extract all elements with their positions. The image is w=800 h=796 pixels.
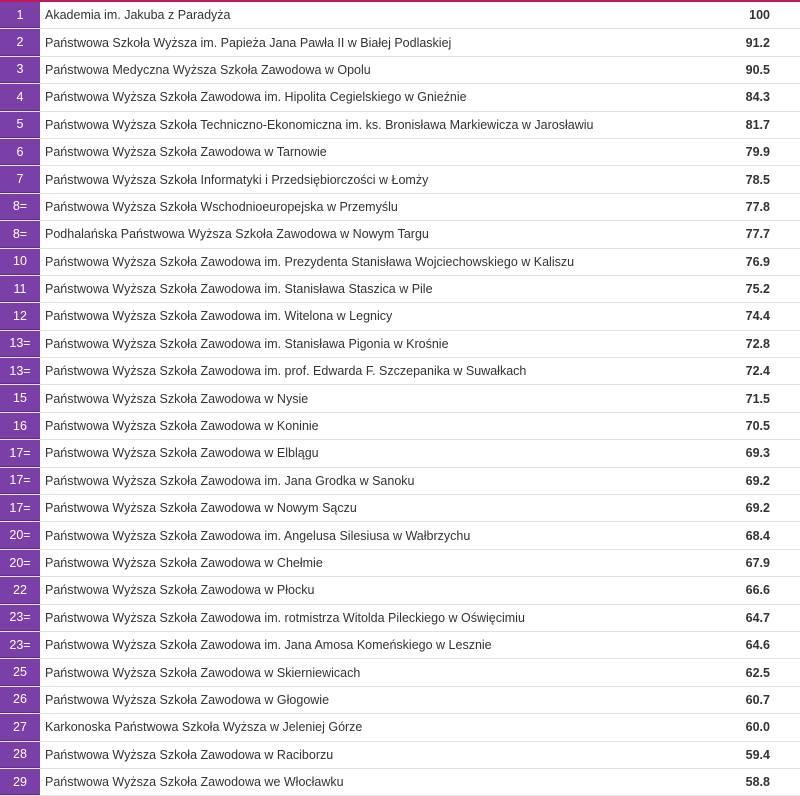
table-row[interactable]: [0, 303, 800, 330]
score-value: 62.5: [745, 665, 770, 680]
score-value: 71.5: [745, 391, 770, 406]
rank-cell: 8=: [0, 221, 40, 247]
score-value: 72.4: [745, 364, 770, 379]
institution-name: Państwowa Wyższa Szkoła Techniczno-Ekonomiczna im. ks. Bronisława Markiewicza w Jarosławiu: [45, 117, 594, 132]
rank-cell: 29: [0, 769, 40, 795]
table-row[interactable]: [0, 29, 800, 56]
score-value: 69.3: [745, 446, 770, 461]
institution-name: Państwowa Wyższa Szkoła Zawodowa w Głogowie: [45, 692, 330, 707]
rank-cell: 17=: [0, 440, 40, 466]
institution-name: Państwowa Wyższa Szkoła Zawodowa im. Jana Grodka w Sanoku: [45, 473, 415, 488]
table-row[interactable]: [0, 659, 800, 686]
score-value: 77.7: [745, 227, 770, 242]
table-row[interactable]: [0, 632, 800, 659]
score-value: 81.7: [745, 117, 770, 132]
score-value: 60.7: [745, 692, 770, 707]
institution-name: Państwowa Wyższa Szkoła Zawodowa im. Prezydenta Stanisława Wojciechowskiego w Kaliszu: [45, 254, 575, 269]
rank-cell: 22: [0, 577, 40, 603]
score-value: 66.6: [745, 583, 770, 598]
institution-name: Państwowa Wyższa Szkoła Zawodowa w Koninie: [45, 419, 319, 434]
table-row[interactable]: [0, 577, 800, 604]
rank-cell: 26: [0, 687, 40, 713]
rank-cell: 4: [0, 84, 40, 110]
institution-name: Państwowa Wyższa Szkoła Zawodowa w Płocku: [45, 583, 315, 598]
rank-cell: 17=: [0, 468, 40, 494]
rank-cell: 23=: [0, 632, 40, 658]
rank-cell: 12: [0, 303, 40, 329]
institution-name: Państwowa Wyższa Szkoła Zawodowa im. Stanisława Pigonia w Krośnie: [45, 336, 449, 351]
table-row[interactable]: [0, 495, 800, 522]
institution-name: Państwowa Wyższa Szkoła Zawodowa im. prof. Edwarda F. Szczepanika w Suwałkach: [45, 364, 527, 379]
score-value: 59.4: [745, 747, 770, 762]
score-value: 69.2: [745, 501, 770, 516]
rank-cell: 13=: [0, 331, 40, 357]
table-row[interactable]: [0, 249, 800, 276]
score-value: 60.0: [745, 720, 770, 735]
table-row[interactable]: [0, 605, 800, 632]
score-value: 84.3: [745, 90, 770, 105]
rank-cell: 16: [0, 413, 40, 439]
institution-name: Państwowa Wyższa Szkoła Zawodowa im. Witelona w Legnicy: [45, 309, 393, 324]
rank-cell: 1: [0, 2, 40, 28]
table-row[interactable]: [0, 84, 800, 111]
institution-name: Państwowa Medyczna Wyższa Szkoła Zawodowa w Opolu: [45, 62, 371, 77]
table-row[interactable]: [0, 331, 800, 358]
table-row[interactable]: [0, 139, 800, 166]
score-value: 76.9: [745, 254, 770, 269]
institution-name: Państwowa Wyższa Szkoła Zawodowa w Nysie: [45, 391, 309, 406]
table-row[interactable]: [0, 440, 800, 467]
rank-cell: 6: [0, 139, 40, 165]
institution-name: Państwowa Wyższa Szkoła Zawodowa w Chełmie: [45, 556, 323, 570]
institution-name: Państwowa Wyższa Szkoła Zawodowa we Włocławku: [45, 775, 344, 790]
ranking-table: [0, 2, 800, 796]
rank-cell: 20=: [0, 550, 40, 576]
rank-cell: 8=: [0, 194, 40, 220]
score-value: 64.6: [745, 638, 770, 653]
institution-name: Państwowa Wyższa Szkoła Zawodowa im. Angelusa Silesiusa w Wałbrzychu: [45, 528, 471, 543]
table-row[interactable]: [0, 769, 800, 796]
rank-cell: 17=: [0, 495, 40, 521]
institution-name: Państwowa Wyższa Szkoła Wschodnioeuropejska w Przemyślu: [45, 199, 398, 214]
table-row[interactable]: [0, 221, 800, 248]
table-row[interactable]: [0, 550, 800, 577]
rank-cell: 15: [0, 385, 40, 411]
table-row[interactable]: [0, 714, 800, 741]
rank-cell: 23=: [0, 605, 40, 631]
table-row[interactable]: [0, 112, 800, 139]
rank-cell: 5: [0, 112, 40, 138]
institution-name: Państwowa Wyższa Szkoła Zawodowa im. Stanisława Staszica w Pile: [45, 282, 433, 297]
table-row[interactable]: [0, 522, 800, 549]
institution-name: Akademia im. Jakuba z Paradyża: [45, 8, 231, 23]
institution-name: Państwowa Wyższa Szkoła Zawodowa im. Jana Amosa Komeńskiego w Lesznie: [45, 638, 492, 653]
table-row[interactable]: [0, 413, 800, 440]
rank-cell: 13=: [0, 358, 40, 384]
score-value: 100: [749, 8, 770, 23]
table-row[interactable]: [0, 687, 800, 714]
table-row[interactable]: [0, 2, 800, 29]
rank-cell: 2: [0, 29, 40, 55]
table-row[interactable]: [0, 276, 800, 303]
score-value: 91.2: [745, 35, 770, 50]
institution-name: Państwowa Wyższa Szkoła Zawodowa w Nowym Sączu: [45, 501, 357, 516]
institution-name: Podhalańska Państwowa Wyższa Szkoła Zawodowa w Nowym Targu: [45, 227, 429, 242]
institution-name: Państwowa Szkoła Wyższa im. Papieża Jana Pawła II w Białej Podlaskiej: [45, 35, 452, 50]
score-value: 58.8: [745, 775, 770, 790]
score-value: 78.5: [745, 172, 770, 187]
rank-cell: 25: [0, 659, 40, 685]
score-value: 67.9: [745, 556, 770, 570]
rank-cell: 7: [0, 166, 40, 192]
rank-cell: 10: [0, 249, 40, 275]
institution-name: Państwowa Wyższa Szkoła Zawodowa w Skierniewicach: [45, 665, 361, 680]
institution-name: Państwowa Wyższa Szkoła Zawodowa w Tarnowie: [45, 145, 327, 160]
score-value: 74.4: [745, 309, 770, 324]
institution-name: Państwowa Wyższa Szkoła Informatyki i Przedsiębiorczości w Łomży: [45, 172, 429, 187]
score-value: 64.7: [745, 610, 770, 625]
rank-cell: 3: [0, 57, 40, 83]
institution-name: Państwowa Wyższa Szkoła Zawodowa w Elblągu: [45, 446, 319, 461]
institution-name: Państwowa Wyższa Szkoła Zawodowa im. rotmistrza Witolda Pileckiego w Oświęcimiu: [45, 610, 525, 625]
table-row[interactable]: [0, 358, 800, 385]
rank-cell: 28: [0, 742, 40, 768]
institution-name: Państwowa Wyższa Szkoła Zawodowa w Raciborzu: [45, 747, 334, 762]
score-value: 79.9: [745, 145, 770, 160]
table-row[interactable]: [0, 468, 800, 495]
rank-cell: 20=: [0, 522, 40, 548]
institution-name: Karkonoska Państwowa Szkoła Wyższa w Jeleniej Górze: [45, 720, 363, 735]
score-value: 72.8: [745, 336, 770, 351]
institution-name: Państwowa Wyższa Szkoła Zawodowa im. Hipolita Cegielskiego w Gnieźnie: [45, 90, 467, 105]
score-value: 70.5: [745, 419, 770, 434]
score-value: 68.4: [745, 528, 770, 543]
rank-cell: 11: [0, 276, 40, 302]
table-row[interactable]: [0, 194, 800, 221]
score-value: 69.2: [745, 473, 770, 488]
table-row[interactable]: [0, 57, 800, 84]
table-row[interactable]: [0, 166, 800, 193]
score-value: 90.5: [745, 62, 770, 77]
score-value: 77.8: [745, 199, 770, 214]
table-row[interactable]: [0, 742, 800, 769]
rank-cell: 27: [0, 714, 40, 740]
table-row[interactable]: [0, 385, 800, 412]
score-value: 75.2: [745, 282, 770, 297]
